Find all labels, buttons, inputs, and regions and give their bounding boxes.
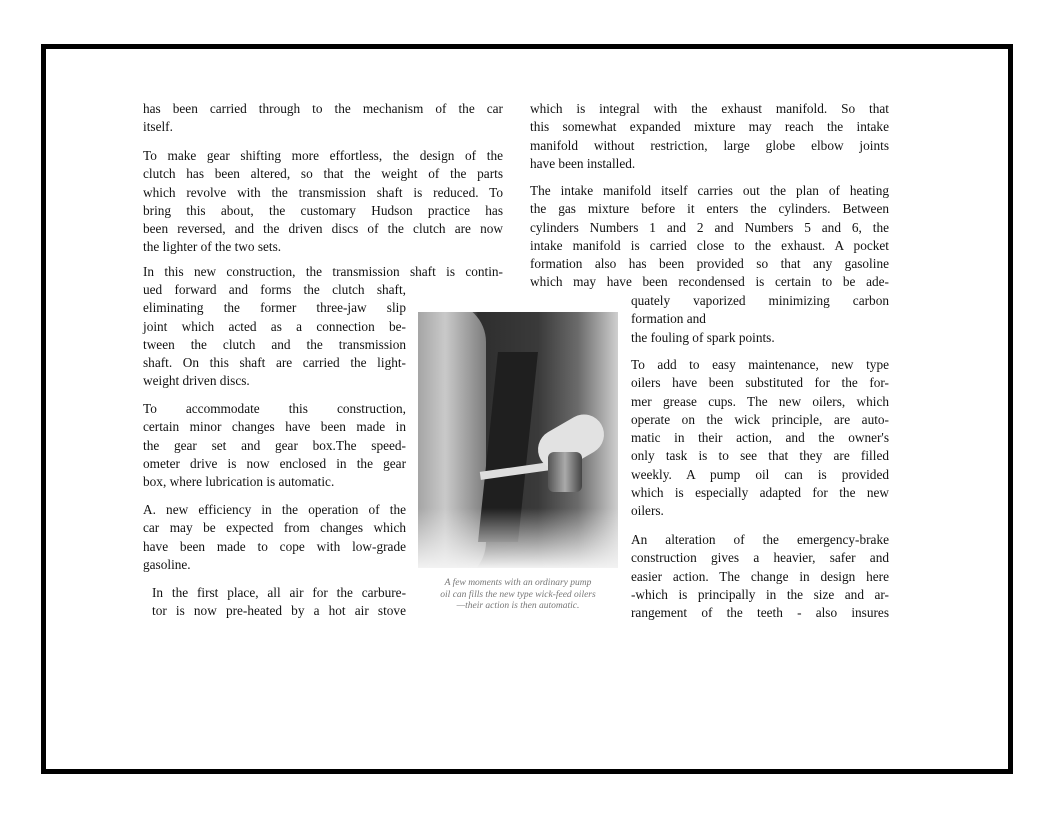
text-line: has been carried through to the mechanism of the car [143, 101, 503, 116]
text-line: oilers. [631, 503, 664, 519]
text-line: certain minor changes have been made in [143, 419, 406, 435]
text-line: In the first place, all air for the carbure- [152, 585, 406, 600]
paragraph [530, 100, 889, 173]
paragraph [631, 356, 889, 521]
text-line: gasoline. [143, 556, 191, 572]
text-line: The intake manifold itself carries out the plan of heating [530, 183, 889, 198]
caption-line: oil can fills the new type wick-feed oilers [440, 589, 596, 600]
text-line: To add to easy maintenance, new type [631, 357, 889, 372]
text-line: In this new construction, the transmission shaft is contin- [143, 264, 503, 279]
text-line: rangement of the teeth - also insures [631, 605, 889, 621]
text-line: weekly. A pump oil can is provided [631, 466, 889, 482]
text-line: car may be expected from changes which [143, 520, 406, 536]
text-line: which revolve with the transmission shaft is reduced. To [143, 184, 503, 200]
text-line: formation also has been provided so that any gasoline [530, 256, 889, 272]
text-line: only task is to see that they are filled [631, 448, 889, 464]
text-line: ued forward and forms the clutch shaft, [143, 282, 406, 297]
text-line: tween the clutch and the transmission [143, 336, 406, 352]
text-line: the fouling of spark points. [631, 329, 775, 345]
text-line: oilers have been substituted for the for- [631, 375, 889, 391]
paragraph [143, 147, 503, 257]
text-line: quately vaporized minimizing carbon [631, 293, 889, 308]
text-line: cylinders Numbers 1 and 2 and Numbers 5 and 6, the [530, 219, 889, 235]
text-line: easier action. The change in design here [631, 568, 889, 584]
text-line: clutch has been altered, so that the weight of the parts [143, 166, 503, 182]
text-line: formation and [631, 311, 706, 327]
text-line: mer grease cups. The new oilers, which [631, 393, 889, 409]
text-line: which may have been recondensed is certain to be ade- [530, 274, 889, 290]
paragraph [143, 100, 503, 137]
text-line: To accommodate this construction, [143, 401, 406, 416]
text-line: which is especially adapted for the new [631, 485, 889, 501]
paragraph [631, 292, 889, 347]
text-line: have been made to cope with low-grade [143, 538, 406, 554]
text-line: itself. [143, 119, 173, 135]
text-line: manifold without restriction, large globe elbow joints [530, 137, 889, 153]
text-line: bring this about, the customary Hudson practice has [143, 202, 503, 218]
figure-caption [418, 578, 618, 613]
text-line: been reversed, and the driven discs of the clutch are now [143, 221, 503, 237]
paragraph [143, 281, 406, 391]
text-line: construction gives a heavier, safer and [631, 550, 889, 566]
text-line: which is integral with the exhaust manifold. So that [530, 101, 889, 116]
paragraph [143, 501, 406, 574]
caption-line: —their action is then automatic. [456, 601, 580, 611]
text-line: the lighter of the two sets. [143, 239, 282, 255]
paragraph [530, 182, 889, 292]
paragraph [143, 263, 503, 281]
text-line: the gas mixture before it enters the cylinders. Between [530, 201, 889, 217]
text-line: have been installed. [530, 155, 636, 171]
photo-oiling-chassis [418, 312, 618, 568]
ground-shape [418, 508, 618, 568]
text-line: weight driven discs. [143, 373, 250, 389]
text-line: A. new efficiency in the operation of the [143, 502, 406, 517]
text-line: intake manifold is carried close to the exhaust. A pocket [530, 237, 889, 253]
text-line: -which is principally in the size and ar- [631, 586, 889, 602]
text-line: To make gear shifting more effortless, the design of the [143, 148, 503, 163]
oil-can-shape [548, 452, 582, 492]
caption-line: A few moments with an ordinary pump [444, 578, 592, 588]
text-line: shaft. On this shaft are carried the light- [143, 355, 406, 371]
text-line: box, where lubrication is automatic. [143, 474, 335, 490]
text-line: joint which acted as a connection be- [143, 318, 406, 334]
text-line: matic in their action, and the owner's [631, 430, 889, 446]
text-line: operate on the wick principle, are auto- [631, 411, 889, 427]
text-line: the gear set and gear box.The speed- [143, 437, 406, 453]
paragraph [152, 584, 406, 621]
text-line: this somewhat expanded mixture may reach the intake [530, 119, 889, 135]
text-line: ometer drive is now enclosed in the gear [143, 455, 406, 471]
text-line: An alteration of the emergency-brake [631, 532, 889, 547]
text-line: tor is now pre-heated by a hot air stove [152, 603, 406, 619]
paragraph [143, 400, 406, 491]
text-line: eliminating the former three-jaw slip [143, 300, 406, 316]
paragraph [631, 531, 889, 622]
